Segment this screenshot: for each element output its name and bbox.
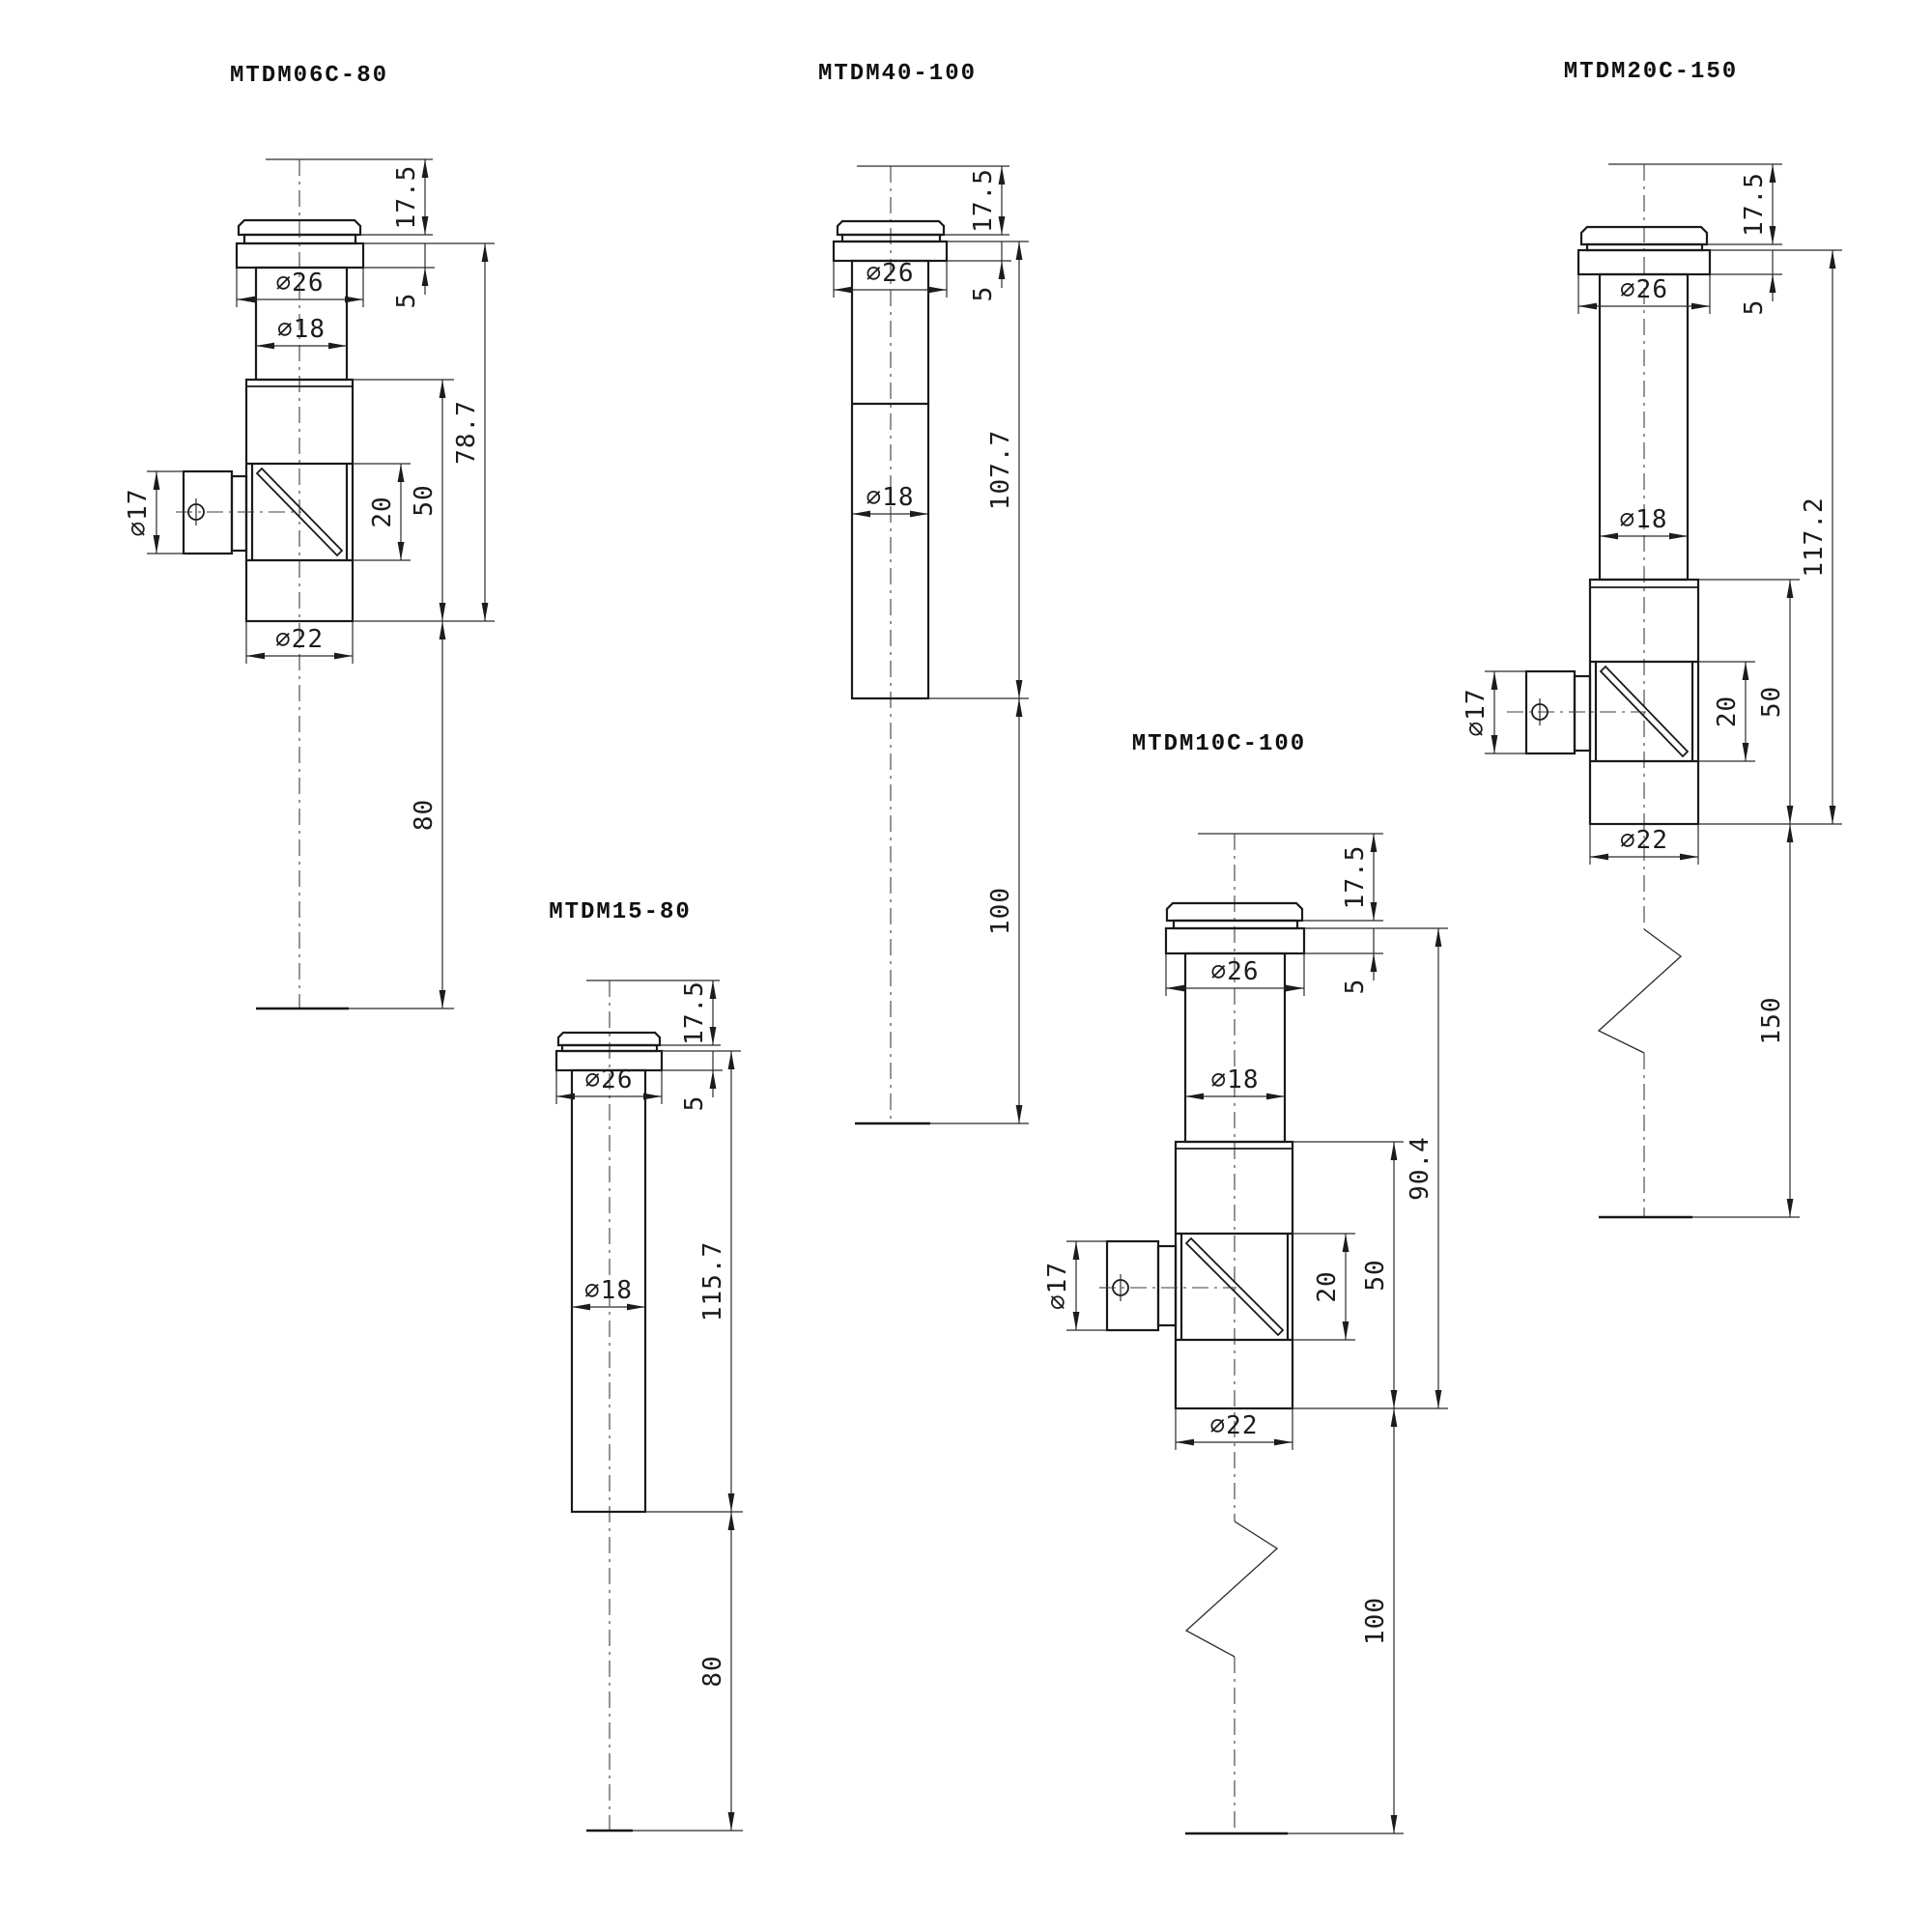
dimension-label: ∅22 [275, 625, 324, 654]
dimension-label: 17.5 [969, 168, 998, 233]
dimension-label: ∅18 [866, 483, 915, 512]
dimension-label: 5 [392, 292, 421, 309]
dimension-label: 17.5 [1341, 844, 1370, 910]
dimension-label: ∅26 [1210, 957, 1260, 986]
dimension-label: ∅26 [1620, 275, 1668, 304]
dimension-label: ∅26 [275, 269, 325, 298]
dimension-label: 78.7 [452, 400, 481, 465]
dimension-label: 80 [698, 1655, 727, 1688]
dimension-label: ∅17 [1462, 688, 1491, 737]
dimension-label: 107.7 [986, 429, 1015, 511]
figure-title: MTDM40-100 [817, 61, 978, 87]
dimension-label: 17.5 [680, 980, 709, 1045]
dimension-label: ∅17 [124, 488, 153, 537]
dimension-label: 50 [1757, 685, 1786, 719]
figure-title: MTDM06C-80 [229, 63, 389, 89]
dimension-label: 117.2 [1800, 497, 1829, 578]
figure-title: MTDM20C-150 [1563, 59, 1739, 85]
dimension-label: ∅26 [584, 1065, 634, 1094]
dimension-label: 115.7 [698, 1240, 727, 1322]
dimension-label: ∅26 [866, 259, 915, 288]
dimension-label: 80 [410, 798, 439, 832]
dimension-label: 17.5 [1740, 172, 1769, 237]
dimension-label: 100 [1361, 1597, 1390, 1645]
dimension-label: 5 [969, 285, 998, 302]
dimension-label: 5 [1341, 978, 1370, 995]
dimension-label: 90.4 [1406, 1136, 1435, 1201]
dimension-label: 20 [368, 496, 397, 528]
dimension-label: 5 [680, 1094, 709, 1112]
dimension-label: 17.5 [392, 164, 421, 230]
dimension-label: 5 [1740, 298, 1769, 316]
dimension-label: ∅22 [1620, 826, 1668, 855]
dimension-label: 100 [986, 887, 1015, 935]
dimension-label: ∅18 [277, 315, 326, 344]
figure-title: MTDM10C-100 [1131, 731, 1307, 757]
figure-title: MTDM15-80 [549, 899, 692, 925]
dimension-label: ∅18 [584, 1276, 633, 1305]
dimension-label: ∅17 [1043, 1262, 1072, 1310]
dimension-label: ∅18 [1619, 505, 1668, 534]
dimension-label: ∅18 [1210, 1065, 1260, 1094]
dimension-label: 20 [1713, 695, 1742, 728]
dimension-label: ∅22 [1209, 1411, 1259, 1440]
dimension-label: 50 [1361, 1259, 1390, 1292]
dimension-label: 150 [1757, 996, 1786, 1045]
dimension-label: 20 [1313, 1270, 1342, 1303]
dimension-label: 50 [410, 484, 439, 517]
